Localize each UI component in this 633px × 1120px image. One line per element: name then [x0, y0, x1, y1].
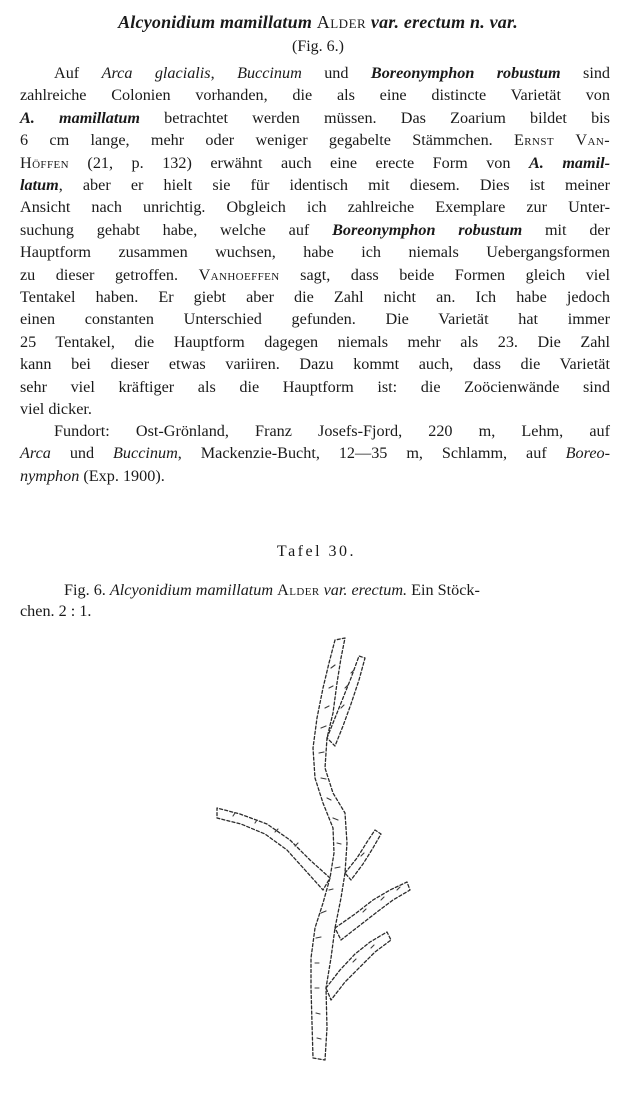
plate-heading: Tafel 30. — [276, 543, 357, 560]
text-line: Ansicht nach unrichtig. Obgleich ich zahlreiche Exemplare zur Unter- — [20, 198, 610, 217]
text-line: zahlreiche Colonien vorhanden, die als eine distincte Varietät von — [20, 86, 610, 105]
text-line: suchung gehabt habe, welche auf Boreonymphon robustum mit der — [20, 220, 610, 239]
text-line: 25 Tentakel, die Hauptform dagegen niemals mehr als 23. Die Zahl — [20, 332, 610, 351]
figure-caption — [20, 580, 615, 622]
text-line: Auf Arca glacialis, Buccinum und Boreonymphon robustum sind — [54, 64, 611, 82]
text-line: einen constanten Unterschied gefunden. Die Varietät hat immer — [20, 310, 610, 329]
text-line: Fundort: Ost-Grönland, Franz Josefs-Fjord, 220 m, Lehm, auf — [54, 422, 610, 440]
text-line: sehr viel kräftiger als die Hauptform ist: die Zoöcienwände sind — [20, 377, 610, 396]
text-line: zu dieser getroffen. Vanhoeffen sagt, dass beide Formen gleich viel — [20, 265, 610, 284]
text-line: A. mamillatum betrachtet werden müssen. Das Zoarium bildet bis — [20, 108, 610, 127]
description-paragraph — [20, 62, 610, 421]
text-line: viel dicker. — [20, 400, 92, 419]
left-branch — [217, 808, 330, 890]
text-line: 6 cm lange, mehr oder weniger gegabelte Stämmchen. Ernst Van- — [20, 131, 610, 150]
colony-illustration — [195, 628, 425, 1068]
figure-reference: (Fig. 6.) — [292, 38, 344, 55]
species-heading — [18, 12, 618, 33]
text-line: kann bei dieser etwas variiren. Dazu kommt auch, dass die Varietät — [20, 355, 610, 374]
text-line: nymphon (Exp. 1900). — [20, 466, 165, 485]
text-line: Tentakel haben. Er giebt aber die Zahl nicht an. Ich habe jedoch — [20, 288, 610, 307]
caption-line: Fig. 6. Alcyonidium mamillatum Alder var. erectum. Ein Stöck- — [64, 581, 480, 599]
heading-variety: var. erectum n. var. — [370, 12, 518, 32]
text-line: Höffen (21, p. 132) erwähnt auch eine erecte Form von A. mamil- — [20, 153, 611, 172]
heading-species-name: Alcyonidium mamillatum — [118, 12, 313, 32]
text-line: Hauptform zusammen wuchsen, habe ich niemals Uebergangsformen — [20, 243, 610, 262]
middle-right-branch — [335, 882, 410, 940]
locality-paragraph — [20, 420, 610, 487]
caption-line: chen. 2 : 1. — [20, 602, 92, 620]
text-line: latum, aber er hielt sie für identisch mit diesem. Dies ist meiner — [20, 176, 610, 195]
small-twig — [345, 830, 381, 880]
lower-right-branch — [326, 932, 391, 1000]
heading-author: Alder — [316, 12, 367, 32]
text-line: Arca und Buccinum, Mackenzie-Bucht, 12—35 m, Schlamm, auf Boreo- — [20, 444, 611, 463]
